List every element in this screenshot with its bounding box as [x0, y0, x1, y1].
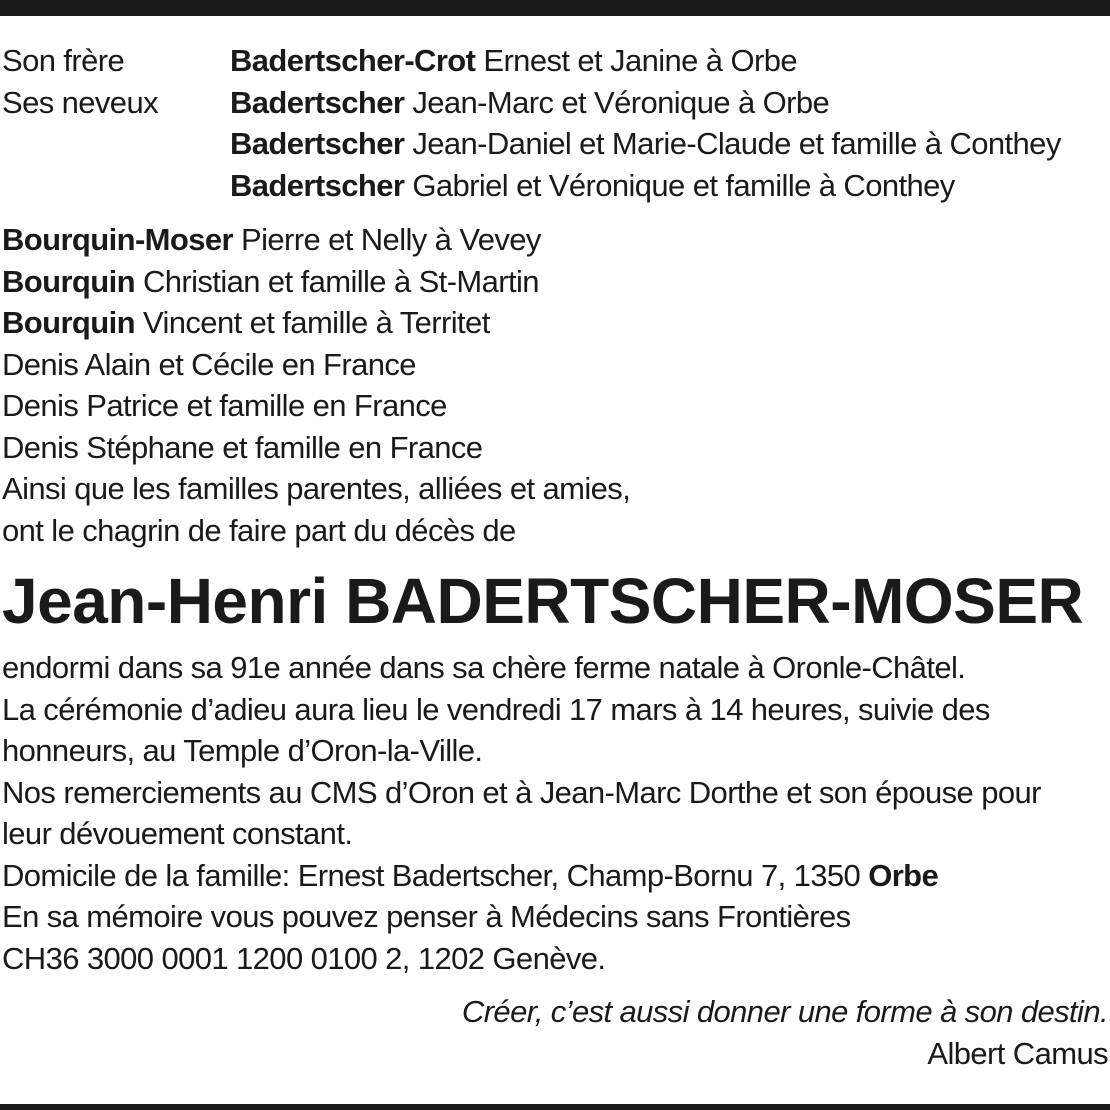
family-name: Badertscher	[230, 126, 405, 161]
domicile-city: Orbe	[868, 857, 939, 893]
family-detail: Jean-Marc et Véronique à Orbe	[404, 84, 830, 120]
notice-body	[2, 647, 1108, 979]
relation-label	[2, 123, 230, 165]
relative-line	[2, 468, 1108, 510]
body-line: honneurs, au Temple d’Oron-la-Ville.	[2, 733, 483, 768]
relative-detail: Denis Patrice et famille en France	[2, 388, 447, 423]
death-notice	[2, 40, 1108, 1074]
relative-line	[2, 385, 1108, 427]
body-line: La cérémonie d’adieu aura lieu le vendredi 17 mars à 14 heures, suivie des	[2, 691, 990, 727]
quote-author: Albert Camus	[927, 1035, 1108, 1071]
relative-detail: Pierre et Nelly à Vevey	[232, 222, 541, 257]
bottom-rule	[0, 1104, 1110, 1110]
body-line: leur dévouement constant.	[2, 816, 353, 851]
relative-name: Bourquin-Moser	[2, 222, 233, 257]
domicile-line	[2, 855, 1108, 897]
domicile-text: Domicile de la famille: Ernest Badertscher, Champ-Bornu 7, 1350	[2, 857, 869, 893]
family-row	[2, 123, 1108, 165]
family-name: Badertscher	[230, 84, 405, 120]
relative-detail: Christian et famille à St-Martin	[134, 263, 539, 299]
relative-line	[2, 219, 1108, 261]
relative-line	[2, 302, 1108, 344]
family-row	[2, 165, 1108, 207]
body-line: Nos remerciements au CMS d’Oron et à Jean-Marc Dorthe et son épouse pour	[2, 774, 1041, 810]
relation-label	[2, 165, 230, 207]
donation-line: En sa mémoire vous pouvez penser à Médecins sans Frontières	[2, 899, 851, 934]
deceased-name: Jean-Henri BADERTSCHER-MOSER	[2, 565, 1084, 637]
relative-detail: Vincent et famille à Territet	[134, 305, 490, 340]
family-list	[2, 40, 1108, 206]
body-line: endormi dans sa 91e année dans sa chère ferme natale à Oronle-Châtel.	[2, 650, 966, 685]
relative-detail: ont le chagrin de faire part du décès de	[2, 512, 516, 548]
relative-name: Bourquin	[2, 305, 135, 340]
relative-line	[2, 510, 1108, 552]
relation-label: Ses neveux	[2, 84, 158, 120]
family-detail: Jean-Daniel et Marie-Claude et famille à Conthey	[404, 126, 1061, 161]
relative-line	[2, 427, 1108, 469]
family-row	[2, 40, 1108, 82]
family-row	[2, 82, 1108, 124]
relative-name: Bourquin	[2, 263, 135, 299]
family-detail: Ernest et Janine à Orbe	[475, 43, 797, 78]
family-name: Badertscher-Crot	[230, 43, 476, 78]
relation-label: Son frère	[2, 43, 125, 78]
relative-detail: Ainsi que les familles parentes, alliées et amies,	[2, 471, 631, 506]
top-rule	[0, 0, 1110, 16]
family-detail: Gabriel et Véronique et famille à Conthey	[404, 167, 955, 203]
quote-text: Créer, c’est aussi donner une forme à son destin.	[461, 994, 1108, 1029]
relative-line	[2, 261, 1108, 303]
relative-detail: Denis Alain et Cécile en France	[2, 346, 416, 382]
donation-line: CH36 3000 0001 1200 0100 2, 1202 Genève.	[2, 940, 606, 976]
family-name: Badertscher	[230, 167, 405, 203]
relatives-list	[2, 219, 1108, 551]
relative-line	[2, 344, 1108, 386]
epitaph	[2, 991, 1108, 1074]
relative-detail: Denis Stéphane et famille en France	[2, 429, 483, 465]
